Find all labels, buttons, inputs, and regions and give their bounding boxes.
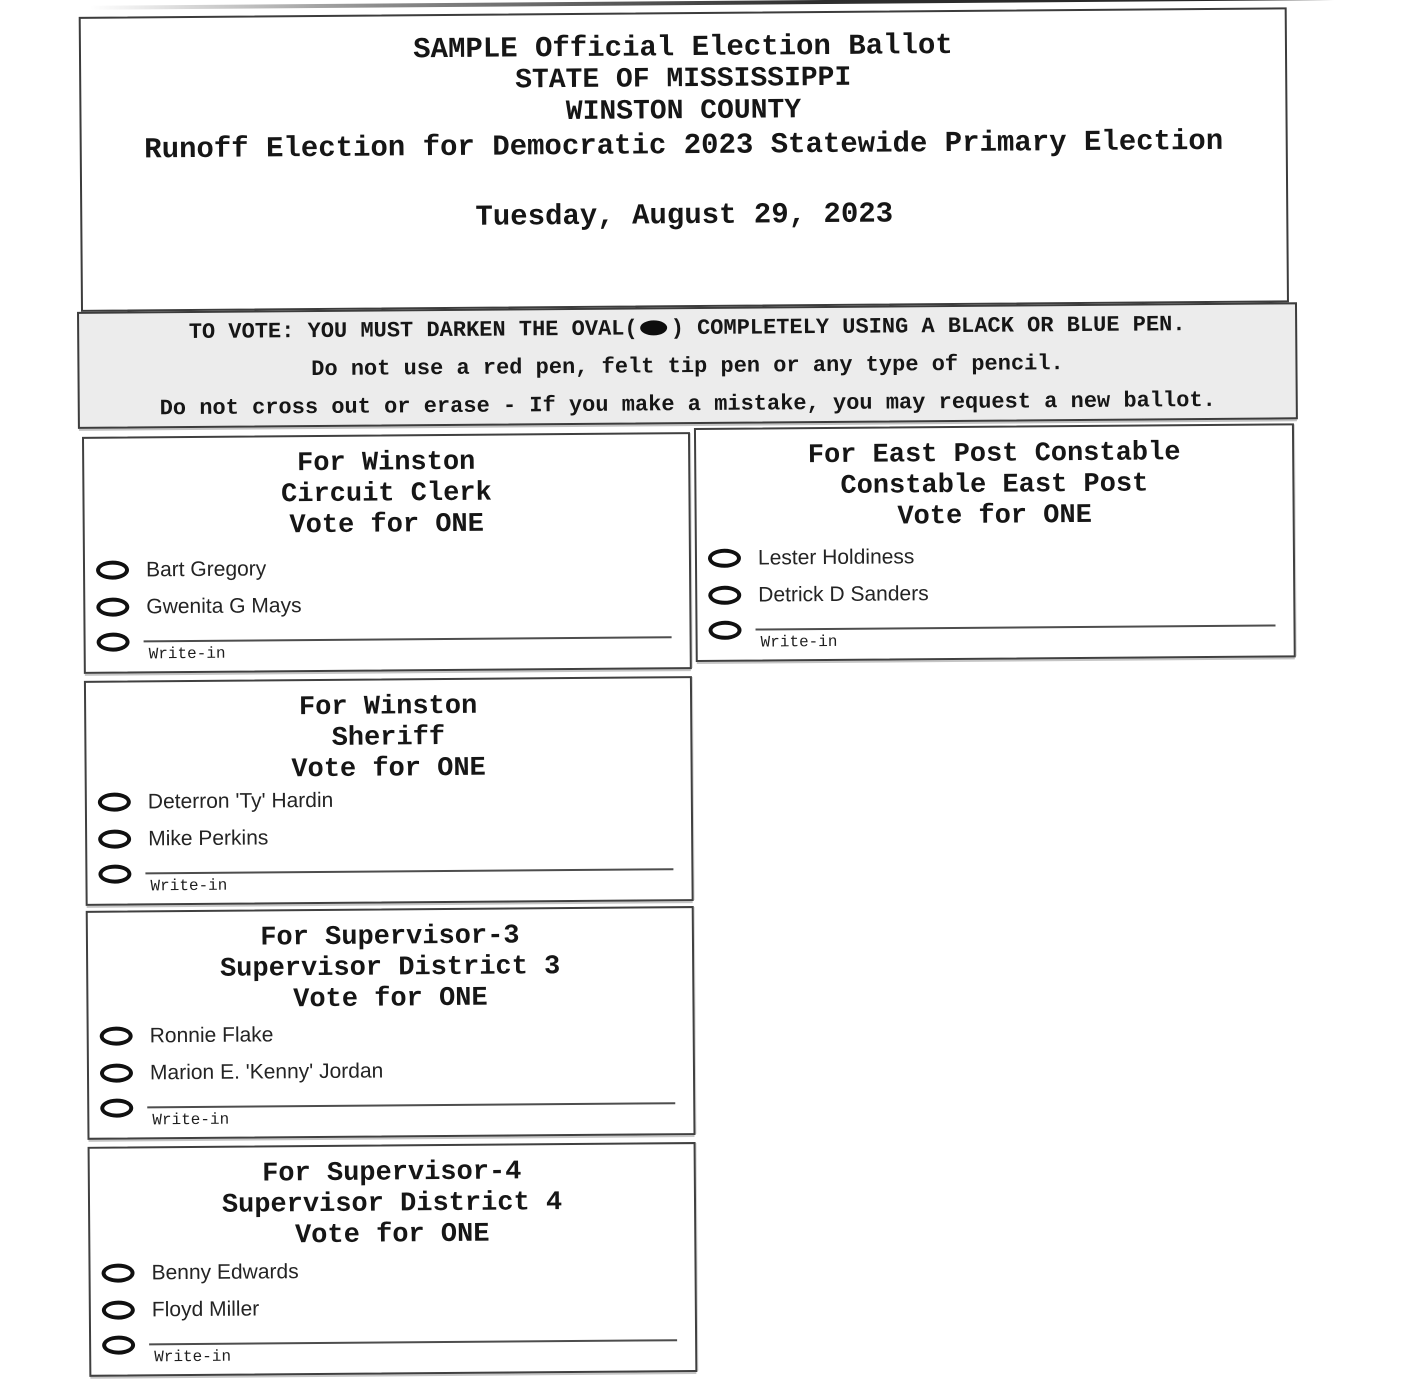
candidate-option[interactable] <box>100 1013 675 1055</box>
ballot-election: Runoff Election for Democratic 2023 Statewide Primary Election <box>144 124 1224 167</box>
candidate-name: Ronnie Flake <box>149 1022 274 1047</box>
contest-east-post-constable <box>694 423 1296 662</box>
instruction-line-2: Do not use a red pen, felt tip pen or any type of pencil. <box>311 351 1064 383</box>
contest-title-line: Vote for ONE <box>897 500 1092 533</box>
write-in-line[interactable] <box>149 1327 677 1345</box>
vote-oval-icon[interactable] <box>98 864 131 883</box>
write-in-label: Write-in <box>760 632 838 652</box>
write-in-line[interactable] <box>145 856 673 874</box>
contest-title-line: Supervisor District 3 <box>219 952 561 985</box>
write-in-field[interactable] <box>755 612 1275 651</box>
contest-supervisor-4 <box>88 1142 698 1377</box>
vote-oval-icon[interactable] <box>96 560 129 579</box>
instruction-line-1-after: ) COMPLETELY USING A BLACK OR BLUE PEN. <box>670 312 1186 342</box>
ballot-state: STATE OF MISSISSIPPI <box>515 62 852 97</box>
candidate-option[interactable] <box>708 535 1275 576</box>
vote-oval-icon[interactable] <box>101 1263 134 1282</box>
candidate-name: Detrick D Sanders <box>758 581 929 607</box>
candidate-name: Benny Edwards <box>151 1259 299 1284</box>
write-in-field[interactable] <box>145 856 673 895</box>
write-in-line[interactable] <box>147 1090 675 1108</box>
contest-title <box>696 425 1293 535</box>
candidate-option[interactable] <box>708 572 1275 613</box>
contest-title-line: Sheriff <box>331 723 446 754</box>
write-in-option[interactable] <box>100 1090 675 1130</box>
instruction-line-1-before: TO VOTE: YOU MUST DARKEN THE OVAL( <box>188 316 638 346</box>
contest-title-line: Supervisor District 4 <box>221 1188 563 1221</box>
candidate-list <box>101 1250 677 1367</box>
contest-title-line: Vote for ONE <box>294 1219 490 1252</box>
candidate-option[interactable] <box>101 1250 676 1292</box>
contest-title <box>90 1144 695 1254</box>
contest-title <box>86 678 691 788</box>
contest-supervisor-3 <box>86 906 696 1140</box>
candidate-list <box>98 779 674 896</box>
vote-oval-icon[interactable] <box>100 1063 133 1082</box>
vote-oval-icon[interactable] <box>96 597 129 616</box>
candidate-name: Deterron 'Ty' Hardin <box>147 788 334 813</box>
candidate-option[interactable] <box>96 547 671 589</box>
write-in-option[interactable] <box>102 1327 677 1367</box>
candidate-option[interactable] <box>102 1287 677 1329</box>
filled-oval-icon <box>641 320 668 335</box>
write-in-option[interactable] <box>98 856 673 896</box>
contest-title <box>88 908 693 1018</box>
vote-oval-icon[interactable] <box>98 792 131 811</box>
candidate-list <box>96 547 672 664</box>
vote-oval-icon[interactable] <box>102 1335 135 1354</box>
contest-title-line: Circuit Clerk <box>281 478 492 511</box>
vote-oval-icon[interactable] <box>100 1026 133 1045</box>
vote-oval-icon[interactable] <box>98 829 131 848</box>
vote-oval-icon[interactable] <box>708 549 741 568</box>
instruction-line-3: Do not cross out or erase - If you make a mistake, you may request a new ballot. <box>159 387 1216 422</box>
candidate-name: Lester Holdiness <box>757 544 915 570</box>
write-in-field[interactable] <box>143 624 671 663</box>
write-in-option[interactable] <box>97 624 672 664</box>
contest-title-line: For Winston <box>298 691 478 724</box>
vote-oval-icon[interactable] <box>102 1300 135 1319</box>
contest-title <box>84 434 689 544</box>
contest-title-line: Vote for ONE <box>289 509 485 542</box>
write-in-field[interactable] <box>147 1090 675 1129</box>
contest-title-line: For Supervisor-3 <box>260 921 520 954</box>
contest-circuit-clerk <box>82 432 692 674</box>
ballot-date: Tuesday, August 29, 2023 <box>475 197 894 234</box>
write-in-label: Write-in <box>150 876 228 896</box>
write-in-line[interactable] <box>143 624 671 642</box>
candidate-name: Gwenita G Mays <box>146 593 302 618</box>
write-in-field[interactable] <box>149 1327 677 1366</box>
contest-title-line: Vote for ONE <box>291 753 486 786</box>
contest-title-line: Constable East Post <box>840 469 1149 502</box>
candidate-option[interactable] <box>100 1050 675 1092</box>
candidate-option[interactable] <box>98 779 673 821</box>
voting-instructions <box>77 302 1298 429</box>
contest-sheriff <box>84 676 694 906</box>
vote-oval-icon[interactable] <box>708 586 741 605</box>
candidate-option[interactable] <box>96 584 671 626</box>
vote-oval-icon[interactable] <box>100 1098 133 1117</box>
contest-title-line: Vote for ONE <box>293 983 488 1016</box>
contest-title-line: For Supervisor-4 <box>262 1157 522 1190</box>
candidate-option[interactable] <box>98 816 673 858</box>
ballot-county: WINSTON COUNTY <box>565 95 802 129</box>
candidate-name: Floyd Miller <box>151 1296 260 1321</box>
contest-title-line: For East Post Constable <box>807 438 1181 472</box>
write-in-label: Write-in <box>148 644 226 664</box>
candidate-name: Marion E. 'Kenny' Jordan <box>149 1058 384 1084</box>
write-in-option[interactable] <box>708 612 1275 651</box>
vote-oval-icon[interactable] <box>97 632 130 651</box>
ballot-header <box>79 7 1289 311</box>
write-in-label: Write-in <box>154 1347 232 1367</box>
candidate-list <box>708 535 1276 651</box>
candidate-name: Mike Perkins <box>148 825 269 850</box>
write-in-line[interactable] <box>755 612 1275 630</box>
candidate-list <box>100 1013 676 1130</box>
vote-oval-icon[interactable] <box>708 621 741 640</box>
candidate-name: Bart Gregory <box>145 556 267 581</box>
write-in-label: Write-in <box>152 1110 230 1130</box>
ballot-title: SAMPLE Official Election Ballot <box>413 28 953 67</box>
contest-title-line: For Winston <box>296 447 476 480</box>
